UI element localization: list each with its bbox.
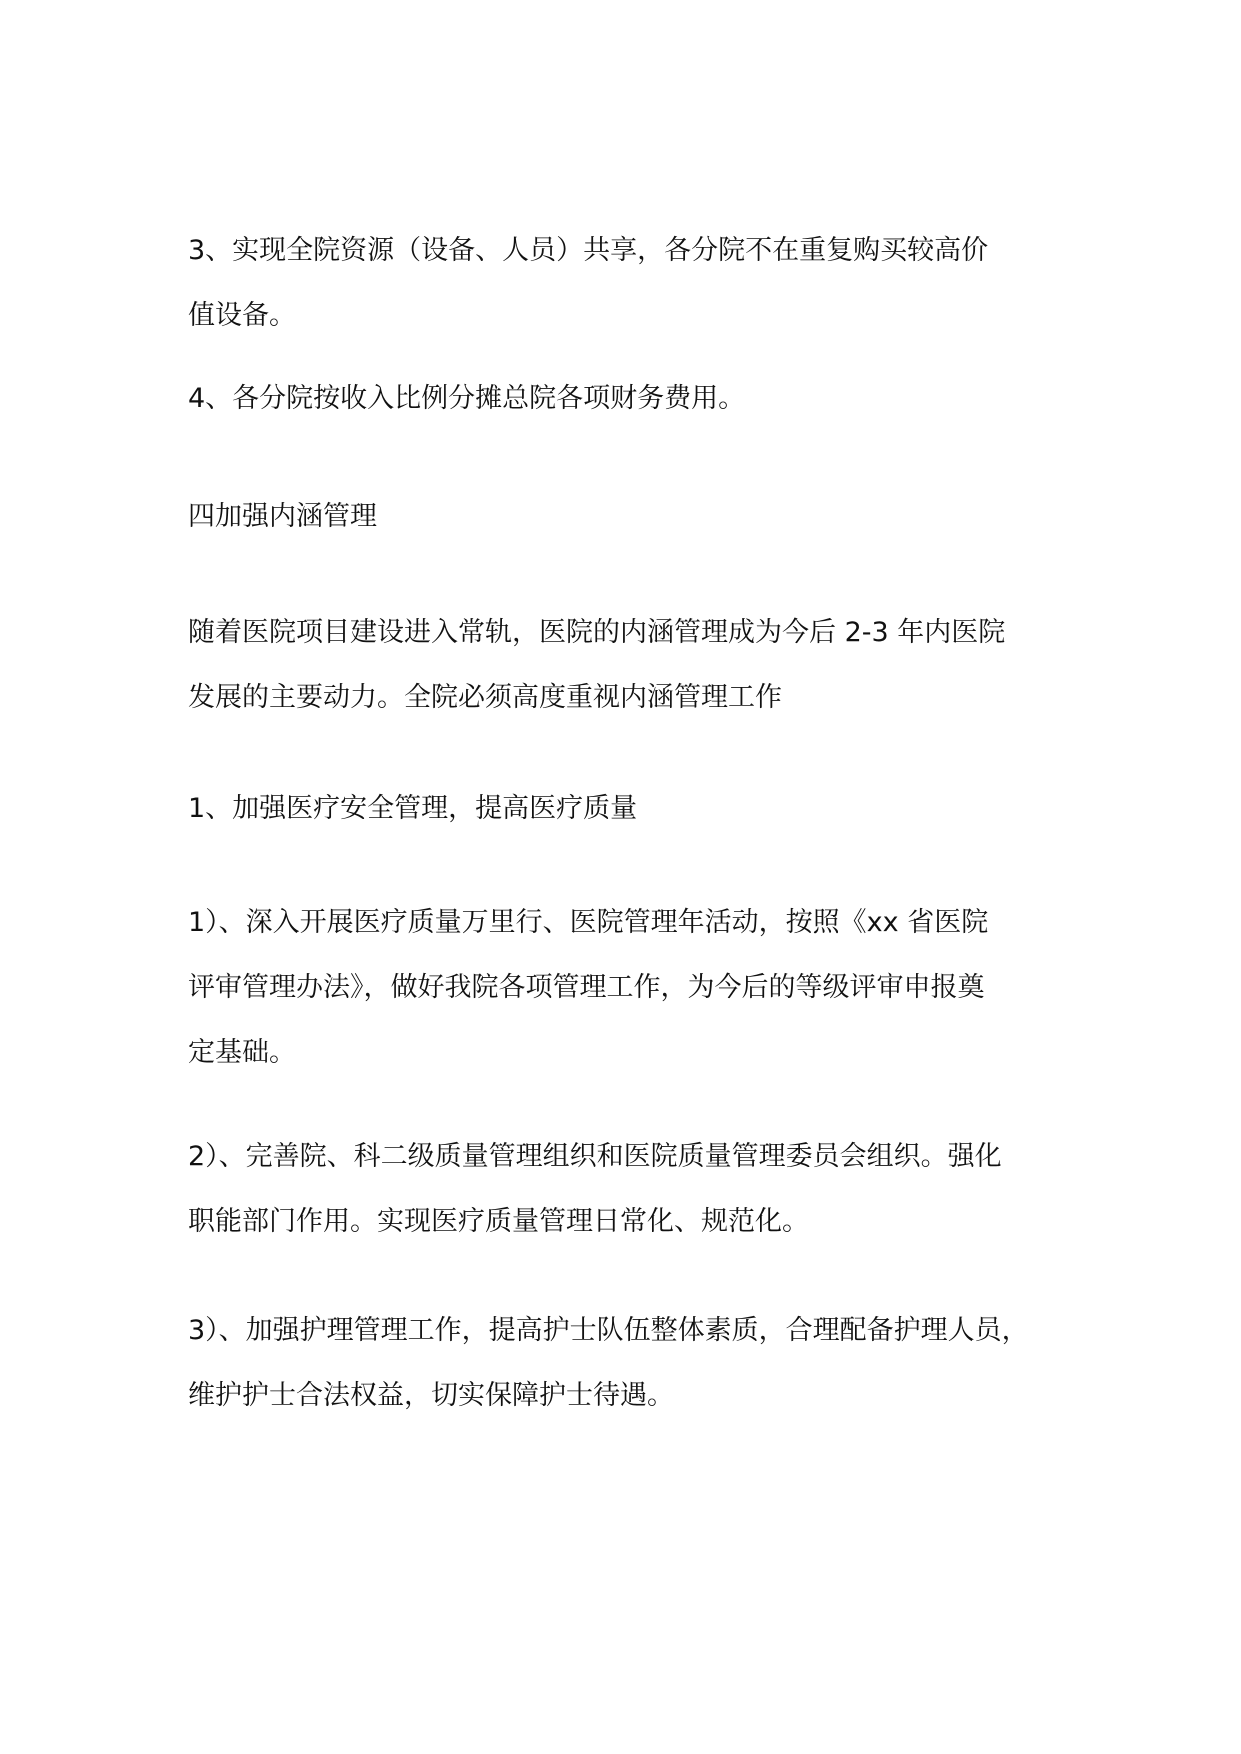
text-line: 四加强内涵管理 xyxy=(188,501,377,532)
text-line: 值设备。 xyxy=(188,300,296,331)
paragraph-subitem-2 xyxy=(188,1124,1068,1254)
paragraph-item-4-cost-allocation xyxy=(188,366,1068,431)
text-line: 4、各分院按收入比例分摊总院各项财务费用。 xyxy=(188,383,746,414)
section-heading-connotation-management xyxy=(188,484,1068,549)
text-line: 评审管理办法》，做好我院各项管理工作，为今后的等级评审申报奠 xyxy=(188,972,985,1003)
paragraph-subitem-3 xyxy=(188,1298,1068,1428)
paragraph-item-3-resource-sharing xyxy=(188,218,1068,348)
paragraph-subitem-1 xyxy=(188,890,1068,1085)
text-line: 随着医院项目建设进入常轨，医院的内涵管理成为今后 2-3 年内医院 xyxy=(188,617,1006,648)
paragraph-intro-connotation xyxy=(188,600,1068,730)
text-line: 1）、深入开展医疗质量万里行、医院管理年活动，按照《xx 省医院 xyxy=(188,907,989,938)
subheading-medical-safety xyxy=(188,776,1068,841)
text-line: 3）、加强护理管理工作，提高护士队伍整体素质，合理配备护理人员， xyxy=(188,1315,1029,1346)
text-line: 维护护士合法权益，切实保障护士待遇。 xyxy=(188,1380,674,1411)
text-line: 发展的主要动力。全院必须高度重视内涵管理工作 xyxy=(188,682,782,713)
text-line: 3、实现全院资源（设备、人员）共享，各分院不在重复购买较高价 xyxy=(188,235,989,266)
text-line: 2）、完善院、科二级质量管理组织和医院质量管理委员会组织。强化 xyxy=(188,1141,1002,1172)
text-line: 定基础。 xyxy=(188,1037,296,1068)
text-line: 1、加强医疗安全管理，提高医疗质量 xyxy=(188,793,638,824)
text-line: 职能部门作用。实现医疗质量管理日常化、规范化。 xyxy=(188,1206,809,1237)
